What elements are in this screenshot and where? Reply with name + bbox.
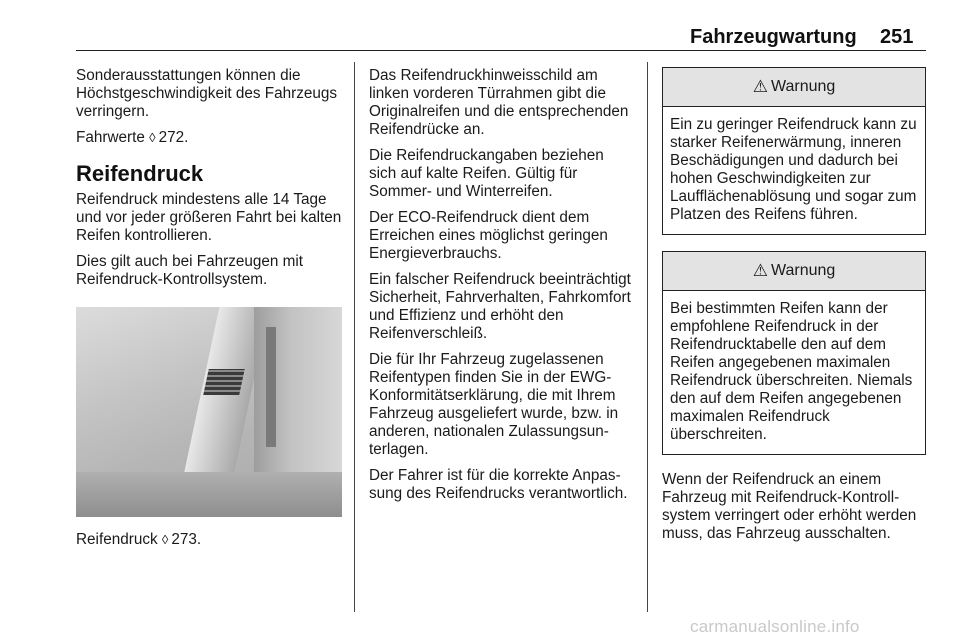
column-divider-2 [647,62,648,612]
warning-box [662,251,926,455]
paragraph: Die Reifendruckangaben beziehen sich auf kalte Reifen. Gültig für Sommer- und Winterreifen. [369,147,604,200]
warning-text: Bei bestimmten Reifen kann der empfohlene Reifendruck in der Reifendrucktabelle den auf dem Reifen angegebenen maximalen Reifendruck überschreiten. Niemals den auf dem Reifen angegebenen maximalen Reifendruck überschreiten. [670,300,913,443]
header-rule [76,50,926,51]
reference-arrow-icon: ◊ [161,532,169,547]
tire-pressure-sticker [203,369,245,395]
warning-header [663,252,925,291]
paragraph: Sonderausstattungen können die Höchstgeschwindigkeit des Fahrzeugs verringern. [76,67,338,120]
warning-triangle-icon: ⚠ [752,261,768,280]
warning-triangle-icon: ⚠ [752,77,768,96]
warning-header [663,68,925,107]
page-header-title: Fahrzeugwartung [690,26,857,48]
column-3 [662,67,926,551]
column-2 [369,67,635,511]
paragraph: Reifendruck mindestens alle 14 Tage und vor jeder größeren Fahrt bei kalten Reifen kontrollieren. [76,191,342,244]
page-number: 251 [880,26,914,48]
column-divider-1 [354,62,355,612]
tire-pressure-label-photo [76,307,342,517]
cross-reference: Fahrwerte ◊ 272. [76,129,189,146]
section-heading: Reifendruck [76,161,204,186]
paragraph: Der ECO-Reifendruck dient dem Erreichen eines möglichst geringen Energieverbrauchs. [369,209,608,262]
paragraph: Wenn der Reifendruck an einem Fahrzeug mit Reifendruck-Kontrollsystem verringert oder erhöht werden muss, das Fahrzeug ausschalten. [662,471,917,542]
warning-title: Warnung [770,78,836,95]
paragraph: Die für Ihr Fahrzeug zugelassenen Reifentypen finden Sie in der EWG-Konformitätserklärung, die mit Ihrem Fahrzeug ausgeliefert wurde, bzw. in anderen, nationalen Zulassungsunterlagen. [369,351,619,458]
warning-box [662,67,926,235]
warning-text: Ein zu geringer Reifendruck kann zu starker Reifenerwärmung, inneren Beschädigungen und dadurch bei hohen Geschwindigkeiten zur Laufflächenablösung und sogar zum Platzen des Reifens führen. [670,116,917,223]
paragraph: Dies gilt auch bei Fahrzeugen mit Reifendruck-Kontrollsystem. [76,253,304,288]
photo-caption: Reifendruck ◊ 273. [76,531,202,548]
watermark: carmanualsonline.info [690,617,860,636]
paragraph: Ein falscher Reifendruck beeinträchtigt Sicherheit, Fahrverhalten, Fahrkomfort und Effizienz und erhöht den Reifenverschleiß. [369,271,631,342]
paragraph: Das Reifendruckhinweisschild am linken vorderen Türrahmen gibt die Originalreifen und die entsprechenden Reifendrücke an. [369,67,629,138]
warning-title: Warnung [770,262,836,279]
paragraph: Der Fahrer ist für die korrekte Anpassung des Reifendrucks verantwortlich. [369,467,628,502]
column-1 [76,67,342,557]
reference-arrow-icon: ◊ [149,130,156,145]
